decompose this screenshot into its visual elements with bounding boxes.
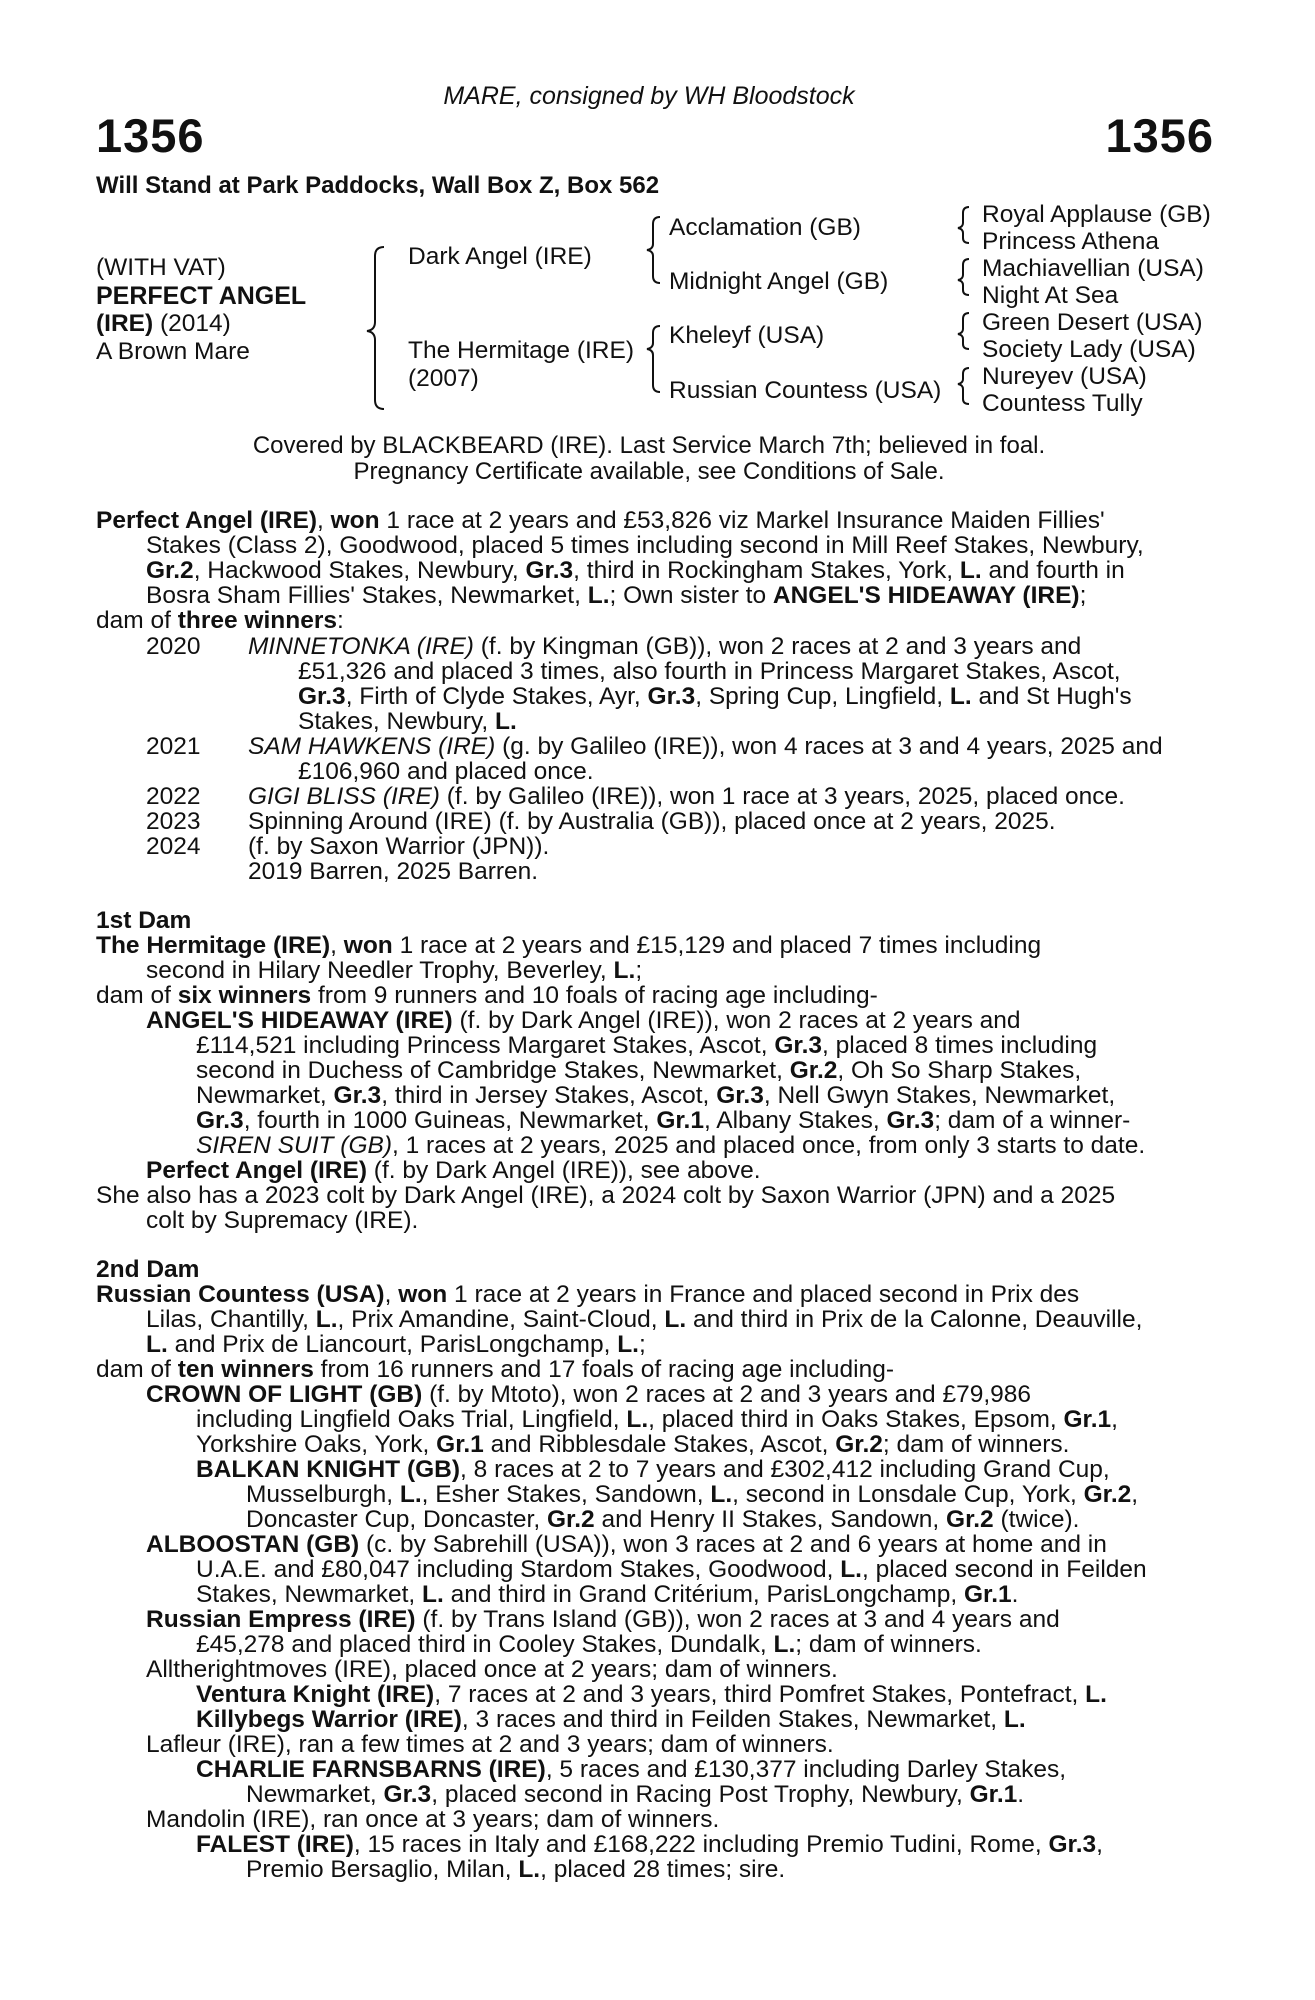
txt: and fourth in [981, 557, 1125, 584]
sd-line [196, 1432, 1069, 1457]
txt: and third in Prix de la Calonne, Deauville, [686, 1306, 1143, 1333]
txt: , [317, 507, 331, 534]
txt: ; [635, 957, 643, 984]
sd-line: Mandolin (IRE), ran once at 3 years; dam of winners. [146, 1806, 720, 1833]
fd-line [196, 1133, 1145, 1158]
consignment-line: MARE, consigned by WH Bloodstock [443, 82, 855, 110]
sd-line [196, 1707, 1026, 1732]
txt: (f. by Dark Angel (IRE)), see above. [367, 1157, 761, 1184]
second-dam-heading: 2nd Dam [96, 1256, 200, 1283]
stable-location: Will Stand at Park Paddocks, Wall Box Z, Box 562 [96, 172, 660, 199]
txt: from 9 runners and 10 foals of racing age including- [311, 982, 878, 1009]
txt: , Oh So Sharp Stakes, [837, 1057, 1082, 1084]
p1-line-5 [96, 608, 344, 633]
progeny-line: £51,326 and placed 3 times, also fourth in Princess Margaret Stakes, Ascot, [298, 658, 1121, 685]
grade: L. [626, 1406, 649, 1433]
txt: , Prix Amandine, Saint-Cloud, [337, 1306, 665, 1333]
txt: Premio Bersaglio, Milan, [246, 1856, 519, 1883]
grade: L. [664, 1306, 687, 1333]
p1-line-2: Stakes (Class 2), Goodwood, placed 5 times including second in Mill Reef Stakes, Newbury, [146, 532, 1144, 559]
txt: (f. by Trans Island (GB)), won 2 races at 3 and 4 years and [415, 1606, 1060, 1633]
dam-name: The Hermitage (IRE) [408, 337, 635, 364]
txt: , 5 races and £130,377 including Darley Stakes, [545, 1756, 1067, 1783]
txt: including Lingfield Oaks Trial, Lingfield, [196, 1406, 627, 1433]
txt: , third in Jersey Stakes, Ascot, [381, 1082, 717, 1109]
horse-ref: GIGI BLISS (IRE) [248, 783, 440, 810]
gg-3: Machiavellian (USA) [982, 255, 1204, 282]
sd-line [246, 1507, 1079, 1532]
lot-number-right: 1356 [1105, 109, 1214, 162]
grade: L. [949, 683, 972, 710]
grade: L. [518, 1856, 541, 1883]
sd-line [146, 1307, 1142, 1332]
txt: (c. by Sabrehill (USA)), won 3 races at 2 and 6 years at home and in [359, 1531, 1107, 1558]
grade: L. [494, 708, 517, 735]
vat-note: (WITH VAT) [96, 254, 226, 281]
progeny-line [298, 684, 1132, 709]
gg-6: Society Lady (USA) [982, 336, 1196, 363]
grade: Gr.3 [196, 1107, 244, 1134]
horse-ref: CHARLIE FARNSBARNS (IRE) [196, 1756, 546, 1783]
txt: Newmarket, [246, 1781, 384, 1808]
txt: , 7 races at 2 and 3 years, third Pomfret Stakes, Pontefract, [434, 1681, 1086, 1708]
progeny-line: (f. by Saxon Warrior (JPN)). [248, 833, 550, 860]
grade: Gr.2 [789, 1057, 838, 1084]
txt: from 16 runners and 17 foals of racing age including- [313, 1356, 895, 1383]
grade: L. [422, 1581, 444, 1608]
txt: 1 race at 2 years and £15,129 and placed 7 times including [392, 932, 1042, 959]
txt: ; dam of a winner- [934, 1107, 1131, 1134]
bracket-sire [647, 217, 660, 283]
grade: L. [959, 557, 982, 584]
grade: Gr.3 [525, 557, 574, 584]
bracket-gg1 [958, 207, 969, 243]
txt: and Prix de Liancourt, ParisLongchamp, [167, 1331, 618, 1358]
gg-2: Princess Athena [982, 228, 1160, 255]
gg-1: Royal Applause (GB) [982, 201, 1211, 228]
txt: ; [638, 1331, 646, 1358]
horse-year: (2014) [159, 310, 231, 337]
grade: Gr.2 [546, 1506, 595, 1533]
txt: , 15 races in Italy and £168,222 including Premio Tudini, Rome, [353, 1831, 1049, 1858]
grade: L. [1003, 1706, 1026, 1733]
grade: L. [587, 582, 610, 609]
horse-ref: MINNETONKA (IRE) [248, 633, 474, 660]
grade: Gr.3 [647, 683, 696, 710]
txt: Bosra Sham Fillies' Stakes, Newmarket, [146, 582, 588, 609]
txt: , fourth in 1000 Guineas, Newmarket, [243, 1107, 657, 1134]
txt: 1 race at 2 years in France and placed second in Prix des [447, 1281, 1080, 1308]
txt: second in Duchess of Cambridge Stakes, Newmarket, [196, 1057, 790, 1084]
fd-line [146, 1008, 1021, 1033]
txt: dam of [96, 607, 178, 634]
winners-count: ten winners [177, 1356, 314, 1383]
txt: dam of [96, 982, 178, 1009]
won-label: won [398, 1281, 448, 1308]
grade: Gr.1 [436, 1431, 484, 1458]
grade: Gr.1 [963, 1581, 1012, 1608]
txt: . [1011, 1581, 1019, 1608]
grade: Gr.2 [946, 1506, 994, 1533]
grade: L. [617, 1331, 639, 1358]
progeny-year: 2020 [146, 633, 201, 660]
progeny-line: Spinning Around (IRE) (f. by Australia (GB)), placed once at 2 years, 2025. [248, 808, 1056, 835]
grade: L. [840, 1556, 862, 1583]
winners-count: three winners [177, 607, 338, 634]
horse-ref: Killybegs Warrior (IRE) [196, 1706, 462, 1733]
horse-ref: FALEST (IRE) [196, 1831, 354, 1858]
horse-ref: Russian Empress (IRE) [146, 1606, 416, 1633]
txt: ; dam of winners. [882, 1431, 1070, 1458]
sd-line [196, 1757, 1066, 1782]
txt: , Albany Stakes, [704, 1107, 887, 1134]
progeny-line [248, 634, 1081, 659]
gg-4: Night At Sea [982, 282, 1119, 309]
covering-note [0, 433, 1298, 485]
progeny-line: £106,960 and placed once. [298, 758, 594, 785]
sd-line [246, 1782, 1024, 1807]
lot-number-left: 1356 [96, 109, 205, 162]
txt: £45,278 and placed third in Cooley Stakes, Dundalk, [196, 1631, 774, 1658]
grade: Gr.3 [1048, 1831, 1097, 1858]
grade: L. [1085, 1681, 1107, 1708]
first-dam-heading: 1st Dam [96, 907, 192, 934]
grade: L. [773, 1631, 796, 1658]
txt: , [330, 932, 344, 959]
txt: Stakes, Newmarket, [196, 1581, 423, 1608]
grade: Gr.2 [835, 1431, 883, 1458]
fd-line [146, 1158, 761, 1183]
sd-line [96, 1357, 894, 1382]
barren-note: 2019 Barren, 2025 Barren. [248, 858, 539, 885]
sd-line [196, 1832, 1103, 1857]
horse-ref: SIREN SUIT (GB) [196, 1132, 393, 1159]
txt: and Henry II Stakes, Sandown, [594, 1506, 947, 1533]
sd-line [246, 1857, 785, 1882]
progeny-year: 2022 [146, 783, 201, 810]
txt: : [337, 607, 344, 634]
txt: 1 race at 2 years and £53,826 viz Markel Insurance Maiden Fillies' [379, 507, 1105, 534]
txt: and St Hugh's [971, 683, 1132, 710]
txt: , placed 28 times; sire. [540, 1856, 786, 1883]
fd-line [196, 1058, 1081, 1083]
progeny-line [248, 734, 1163, 759]
gg-8: Countess Tully [982, 390, 1143, 417]
sd-line [146, 1382, 1031, 1407]
grade: Gr.2 [146, 557, 194, 584]
horse-ref: Ventura Knight (IRE) [196, 1681, 435, 1708]
horse-ref: Perfect Angel (IRE) [96, 507, 317, 534]
txt: , placed second in Racing Post Trophy, Newbury, [431, 1781, 970, 1808]
horse-ref: CROWN OF LIGHT (GB) [146, 1381, 423, 1408]
bracket-gg3 [958, 313, 969, 349]
fd-line: colt by Supremacy (IRE). [146, 1207, 419, 1234]
horse-ref: Russian Countess (USA) [96, 1281, 385, 1308]
txt: , placed second in Feilden [861, 1556, 1147, 1583]
txt: and third in Grand Critérium, ParisLongchamp, [443, 1581, 964, 1608]
sd-line [196, 1407, 1118, 1432]
winners-count: six winners [177, 982, 312, 1009]
txt: , placed third in Oaks Stakes, Epsom, [648, 1406, 1064, 1433]
txt: and Ribblesdale Stakes, Ascot, [483, 1431, 836, 1458]
gg-5: Green Desert (USA) [982, 309, 1203, 336]
sd-line [146, 1332, 646, 1357]
horse-name: PERFECT ANGEL [96, 282, 307, 310]
grade: L. [613, 957, 636, 984]
txt: U.A.E. and £80,047 including Stardom Stakes, Goodwood, [196, 1556, 841, 1583]
sd-line [96, 1282, 1079, 1307]
fd-line [196, 1108, 1130, 1133]
horse-ref: ANGEL'S HIDEAWAY (IRE) [772, 582, 1080, 609]
p1-line-4 [146, 583, 1086, 608]
horse-country: (IRE) [96, 310, 154, 337]
grade: Gr.3 [383, 1781, 432, 1808]
sire-dam: Midnight Angel (GB) [669, 268, 889, 295]
txt: (f. by Mtoto), won 2 races at 2 and 3 years and £79,986 [422, 1381, 1032, 1408]
txt: , 3 races and third in Feilden Stakes, Newmarket, [461, 1706, 1004, 1733]
fd-line [96, 983, 878, 1008]
txt: , second in Lonsdale Cup, York, [732, 1481, 1084, 1508]
horse-description: A Brown Mare [96, 338, 250, 365]
sd-line [196, 1632, 982, 1657]
bracket-main [367, 247, 384, 409]
txt: ; dam of winners. [795, 1631, 982, 1658]
txt: (g. by Galileo (IRE)), won 4 races at 3 and 4 years, 2025 and [495, 733, 1163, 760]
txt: (f. by Kingman (GB)), won 2 races at 2 and 3 years and [473, 633, 1082, 660]
txt: (f. by Galileo (IRE)), won 1 race at 3 years, 2025, placed once. [439, 783, 1125, 810]
progeny-line [248, 784, 1125, 809]
txt: , Hackwood Stakes, Newbury, [193, 557, 526, 584]
bracket-gg4 [958, 368, 969, 404]
covering-line-2: Pregnancy Certificate available, see Conditions of Sale. [353, 458, 945, 485]
fd-line [96, 933, 1041, 958]
grade: L. [399, 1481, 422, 1508]
sd-line [146, 1532, 1107, 1557]
dam-year: (2007) [408, 365, 479, 392]
txt: Musselburgh, [246, 1481, 400, 1508]
fd-line: She also has a 2023 colt by Dark Angel (IRE), a 2024 colt by Saxon Warrior (JPN) and a 2025 [96, 1182, 1116, 1209]
horse-ref: ALBOOSTAN (GB) [146, 1531, 360, 1558]
txt: , 8 races at 2 to 7 years and £302,412 including Grand Cup, [460, 1456, 1110, 1483]
txt: ; [1079, 582, 1087, 609]
grade: Gr.3 [298, 683, 346, 710]
txt: , 1 races at 2 years, 2025 and placed once, from only 3 starts to date. [392, 1132, 1146, 1159]
txt: Newmarket, [196, 1082, 334, 1109]
sd-line [196, 1582, 1018, 1607]
txt: , Esher Stakes, Sandown, [421, 1481, 711, 1508]
horse-ref: Perfect Angel (IRE) [146, 1157, 367, 1184]
dam-sire: Kheleyf (USA) [669, 322, 825, 349]
horse-ref: BALKAN KNIGHT (GB) [196, 1456, 461, 1483]
txt: , [1131, 1481, 1139, 1508]
grade: L. [146, 1331, 168, 1358]
progeny-line [298, 709, 517, 734]
fd-line [146, 958, 642, 983]
txt: ; Own sister to [609, 582, 773, 609]
horse-ref: The Hermitage (IRE) [96, 932, 331, 959]
sd-line [196, 1557, 1147, 1582]
grade: Gr.1 [969, 1781, 1018, 1808]
txt: (f. by Dark Angel (IRE)), won 2 races at 2 years and [452, 1007, 1021, 1034]
txt: , Firth of Clyde Stakes, Ayr, [345, 683, 648, 710]
won-label: won [330, 507, 380, 534]
grade: Gr.3 [886, 1107, 935, 1134]
p1-line-1 [96, 508, 1105, 533]
txt: Yorkshire Oaks, York, [196, 1431, 437, 1458]
p1-line-3 [146, 558, 1125, 583]
sd-line [196, 1457, 1110, 1482]
sire-name: Dark Angel (IRE) [408, 243, 592, 270]
dam-dam: Russian Countess (USA) [669, 377, 942, 404]
bracket-gg2 [958, 259, 969, 295]
txt: £114,521 including Princess Margaret Stakes, Ascot, [196, 1032, 775, 1059]
progeny-year: 2023 [146, 808, 201, 835]
fd-line [196, 1033, 1097, 1058]
sd-line: Lafleur (IRE), ran a few times at 2 and 3 years; dam of winners. [146, 1731, 834, 1758]
grade: L. [710, 1481, 733, 1508]
txt: Lilas, Chantilly, [146, 1306, 316, 1333]
grade: Gr.3 [716, 1082, 764, 1109]
txt: . [1017, 1781, 1025, 1808]
grade: Gr.3 [774, 1032, 823, 1059]
txt: , Nell Gwyn Stakes, Newmarket, [763, 1082, 1116, 1109]
bracket-dam [647, 326, 660, 392]
grade: Gr.3 [333, 1082, 382, 1109]
progeny-year: 2021 [146, 733, 201, 760]
horse-ref: ANGEL'S HIDEAWAY (IRE) [146, 1007, 453, 1034]
txt: dam of [96, 1356, 178, 1383]
txt: , [384, 1281, 399, 1308]
grade: L. [315, 1306, 338, 1333]
txt: , placed 8 times including [822, 1032, 1098, 1059]
grade: Gr.1 [1063, 1406, 1112, 1433]
horse-ref: SAM HAWKENS (IRE) [248, 733, 496, 760]
sd-line [246, 1482, 1138, 1507]
txt: (twice). [993, 1506, 1080, 1533]
sd-line: Alltherightmoves (IRE), placed once at 2 years; dam of winners. [146, 1656, 838, 1683]
txt: , [1096, 1831, 1103, 1858]
sire-sire: Acclamation (GB) [669, 214, 861, 241]
txt: Stakes, Newbury, [298, 708, 495, 735]
txt: Doncaster Cup, Doncaster, [246, 1506, 547, 1533]
fd-line [196, 1083, 1115, 1108]
covering-line-1: Covered by BLACKBEARD (IRE). Last Service March 7th; believed in foal. [252, 432, 1046, 459]
txt: , third in Rockingham Stakes, York, [573, 557, 960, 584]
txt: , [1111, 1406, 1118, 1433]
txt: second in Hilary Needler Trophy, Beverley, [146, 957, 614, 984]
grade: Gr.1 [656, 1107, 704, 1134]
sd-line [146, 1607, 1060, 1632]
gg-7: Nureyev (USA) [982, 363, 1147, 390]
grade: Gr.2 [1083, 1481, 1132, 1508]
txt: , Spring Cup, Lingfield, [695, 683, 950, 710]
progeny-year: 2024 [146, 833, 201, 860]
sd-line [196, 1682, 1107, 1707]
won-label: won [343, 932, 393, 959]
